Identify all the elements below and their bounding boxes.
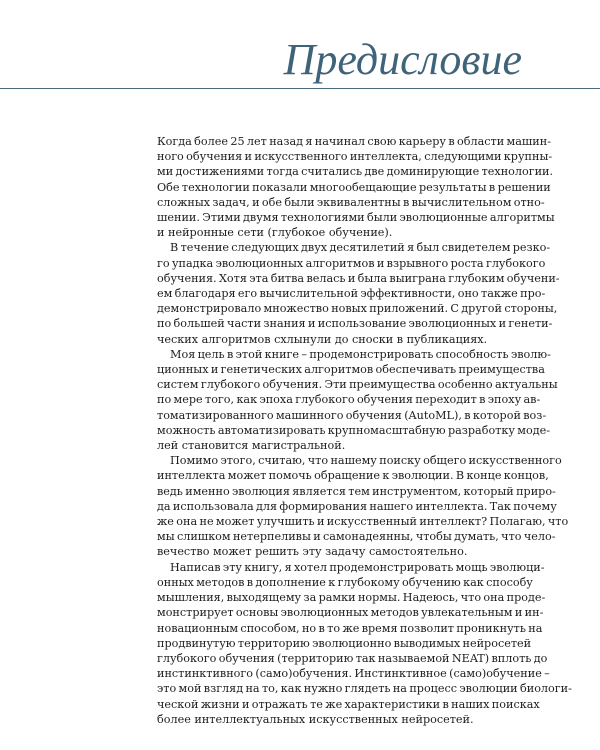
line: вечество может решить эту задачу самостоятельно. xyxy=(157,545,468,559)
title-rule xyxy=(0,88,600,89)
line: глубокого обучения (территорию так называемой NEAT) вплоть до xyxy=(157,651,548,665)
line: В течение следующих двух десятилетий я был свидетелем резко- xyxy=(170,241,551,255)
line: Написав эту книгу, я хотел продемонстрировать мощь эволюци- xyxy=(170,560,545,574)
line: лей становится магистральной. xyxy=(157,439,346,453)
line: можность автоматизировать крупномасштабную разработку моде- xyxy=(157,423,551,437)
line: демонстрировало множество новых приложений. С другой стороны, xyxy=(157,302,558,316)
line: по большей части знания и использование эволюционных и генети- xyxy=(157,317,553,331)
paragraph-5 xyxy=(157,560,572,727)
chapter-title: Предисловие xyxy=(283,35,522,84)
line: монстрирует основы эволюционных методов увлекательным и ин- xyxy=(157,606,544,620)
line: же она не может улучшить и искусственный интеллект? Полагаю, что xyxy=(157,515,569,529)
line: и нейронные сети (глубокое обучение). xyxy=(157,226,393,240)
line: го упадка эволюционных алгоритмов и взрывного роста глубокого xyxy=(157,256,546,270)
body-text xyxy=(157,134,572,727)
line: ведь именно эволюция является тем инструментом, который приро- xyxy=(157,484,556,498)
line: онных методов в дополнение к глубокому обучению как способу xyxy=(157,575,533,589)
paragraph-1 xyxy=(157,134,555,240)
line: инстинктивного (само)обучения. Инстинктивное (само)обучение – xyxy=(157,667,550,681)
line: обучения. Хотя эта битва велась и была выиграна глубоким обучени- xyxy=(157,271,560,285)
line: мышления, выходящему за рамки нормы. Надеюсь, что она проде- xyxy=(157,591,546,605)
line: ми достижениями тогда считались две доминирующие технологии. xyxy=(157,165,554,179)
paragraph-4 xyxy=(157,453,569,559)
line: Моя цель в этой книге – продемонстрировать способность эволю- xyxy=(170,347,551,361)
line: ционных и генетических алгоритмов обеспечивать преимущества xyxy=(157,363,545,377)
line: шении. Этими двумя технологиями были эволюционные алгоритмы xyxy=(157,211,555,225)
line: новационным способом, но в то же время позволит проникнуть на xyxy=(157,621,543,635)
line: интеллекта может помочь обращение к эволюции. В конце концов, xyxy=(157,469,549,483)
line: Когда более 25 лет назад я начинал свою карьеру в области машин- xyxy=(157,135,552,148)
line: систем глубокого обучения. Эти преимущества особенно актуальны xyxy=(157,378,558,392)
line: более интеллектуальных искусственных нейросетей. xyxy=(157,712,474,726)
line: мы слишком нетерпеливы и самонадеянны, чтобы думать, что чело- xyxy=(157,530,556,544)
line: сложных задач, и обе были эквивалентны в вычислительном отно- xyxy=(157,195,545,209)
line: да использовала для формирования нашего интеллекта. Так почему xyxy=(157,499,557,513)
line: ческой жизни и отражать те же характеристики в наших поисках xyxy=(157,697,540,711)
line: Помимо этого, считаю, что нашему поиску общего искусственного xyxy=(170,454,562,468)
line: продвинутую территорию эволюционно выводимых нейросетей xyxy=(157,636,532,650)
paragraph-2 xyxy=(157,240,560,346)
line: томатизированного машинного обучения (AutoML), в которой воз- xyxy=(157,408,547,422)
line: ем благодаря его вычислительной эффективности, оно также про- xyxy=(157,287,546,301)
line: ного обучения и искусственного интеллекта, следующими крупны- xyxy=(157,150,553,164)
line: по мере того, как эпоха глубокого обучения переходит в эпоху ав- xyxy=(157,393,541,407)
line: это мой взгляд на то, как нужно глядеть на процесс эволюции биологи- xyxy=(157,682,572,696)
paragraph-3 xyxy=(157,347,558,453)
line: ческих алгоритмов схлынули до сноски в публикациях. xyxy=(157,332,488,346)
line: Обе технологии показали многообещающие результаты в решении xyxy=(157,180,551,194)
